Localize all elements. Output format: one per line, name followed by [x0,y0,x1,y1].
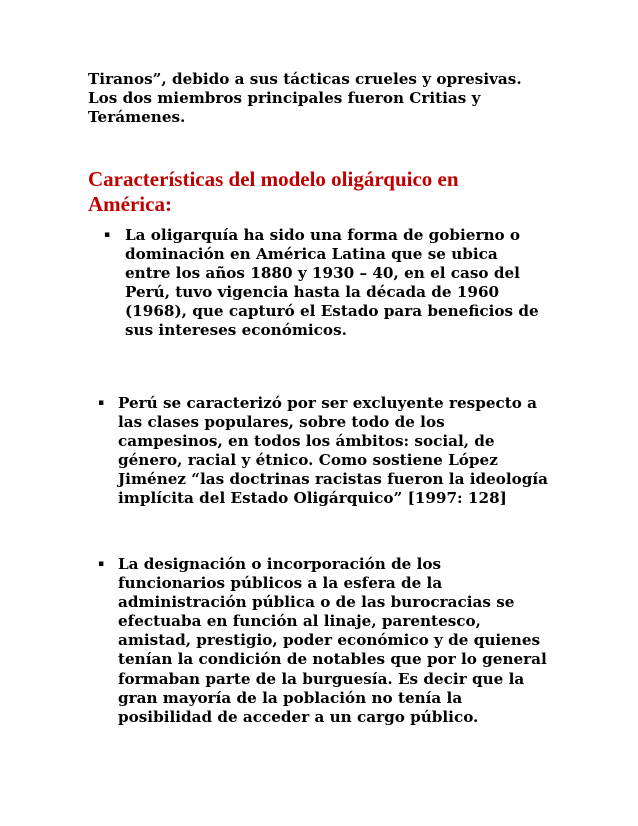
bullet-line: posibilidad de acceder a un cargo público. [118,707,479,726]
bullet-line: campesinos, en todos los ámbitos: social, de [118,432,495,451]
bullet-line: las clases populares, sobre todo de los [118,413,445,432]
bullet-line: dominación en América Latina que se ubica [125,245,498,264]
bullet-square-icon: ▪ [98,559,105,569]
section-heading [88,167,558,217]
bullet-text [125,226,565,341]
bullet-line: gran mayoría de la población no tenía la [118,688,463,707]
bullet-line: sus intereses económicos. [125,321,347,340]
bullet-line: administración pública o de las burocracias se [118,593,515,612]
intro-line: Tiranos”, debido a sus tácticas crueles y opresivas. [88,70,522,88]
bullet-line: Perú se caracterizó por ser excluyente respecto a [118,394,538,412]
bullet-line: entre los años 1880 y 1930 – 40, en el caso del [125,264,520,283]
bullet-line: La designación o incorporación de los [118,555,442,573]
bullet-line: formaban parte de la burguesía. Es decir que la [118,669,525,688]
intro-line: Los dos miembros principales fueron Critias y [88,89,481,107]
bullet-line: implícita del Estado Oligárquico” [1997: 128] [118,489,507,508]
bullet-square-icon: ▪ [98,398,105,408]
bullet-line: tenían la condición de notables que por lo general [118,650,547,669]
bullet-line: género, racial y étnico. Como sostiene López [118,451,498,470]
bullet-line: Jiménez “las doctrinas racistas fueron la ideología [118,470,549,489]
bullet-line: funcionarios públicos a la esfera de la [118,574,443,593]
bullet-square-icon: ▪ [104,230,111,240]
bullet-text [118,555,568,727]
bullet-line: (1968), que capturó el Estado para beneficios de [125,302,539,321]
bullet-line: Perú, tuvo vigencia hasta la década de 1960 [125,283,500,302]
heading-line: Características del modelo oligárquico en [88,167,459,191]
heading-line: América: [88,192,172,216]
bullet-line: La oligarquía ha sido una forma de gobierno o [125,226,521,244]
intro-paragraph [88,70,548,127]
intro-line: Terámenes. [88,108,186,126]
bullet-line: amistad, prestigio, poder económico y de quienes [118,631,541,650]
bullet-line: efectuaba en función al linaje, parentesco, [118,612,481,631]
bullet-text [118,394,568,509]
